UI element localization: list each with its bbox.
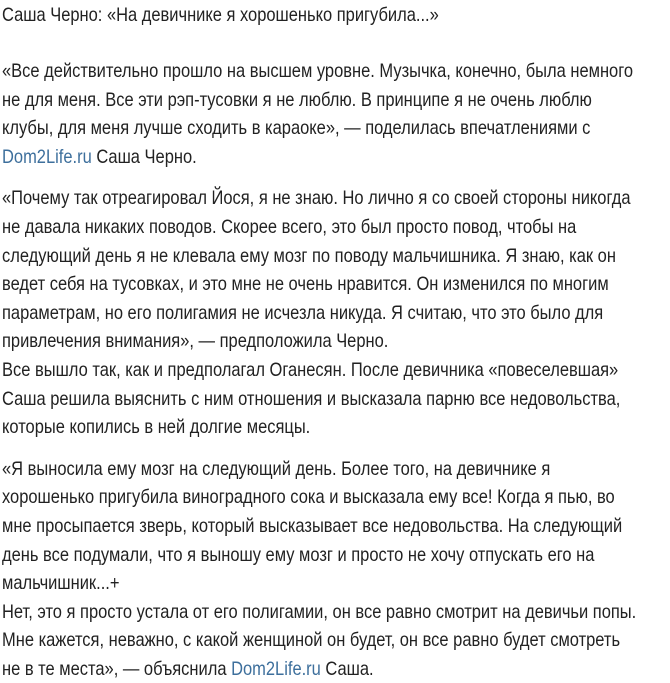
dom2life-link[interactable]: Dom2Life.ru <box>2 145 92 168</box>
text-segment: Саша решила выяснить с ним отношения и высказала парню все недовольства, <box>2 387 621 410</box>
text-line <box>2 143 670 172</box>
text-line <box>2 455 670 484</box>
text-segment: не давала никаких поводов. Скорее всего, это был просто повод, чтобы на <box>2 215 577 238</box>
text-line <box>2 598 670 627</box>
text-segment: не для меня. Все эти рэп-тусовки я не люблю. В принципе я не очень люблю <box>2 88 592 111</box>
text-segment: «Я выносила ему мозг на следующий день. Более того, на девичнике я <box>2 457 551 480</box>
paragraph <box>2 57 670 171</box>
text-line <box>2 327 670 356</box>
text-line <box>2 213 670 242</box>
text-segment: которые копились в ней долгие месяцы. <box>2 416 311 439</box>
text-segment: Нет, это я просто устала от его полигамии, он все равно смотрит на девичьи попы. <box>2 600 637 623</box>
text-segment: клубы, для меня лучше сходить в караоке», — поделилась впечатлениями с <box>2 117 591 140</box>
text-line <box>2 483 670 512</box>
text-line <box>2 385 670 414</box>
article-title: Саша Черно: «На девичнике я хорошенько пригубила...» <box>2 4 439 26</box>
paragraph <box>2 184 670 441</box>
text-segment: Саша. <box>320 657 374 680</box>
text-segment: «Все действительно прошло на высшем уровне. Музычка, конечно, была немного <box>2 60 634 82</box>
article-body <box>2 30 670 683</box>
text-segment: Мне кажется, неважно, с какой женщиной он будет, он все равно будет смотреть <box>2 629 621 652</box>
text-line <box>2 114 670 143</box>
text-segment: следующий день я не клевала ему мозг по поводу мальчишника. Я знаю, как он <box>2 244 616 267</box>
text-segment: мальчишник...+ <box>2 572 120 595</box>
text-segment: Саша Черно. <box>91 145 197 168</box>
text-segment: Все вышло так, как и предполагал Оганесян. После девичника «повеселевшая» <box>2 358 619 381</box>
text-line <box>2 541 670 570</box>
text-line <box>2 512 670 541</box>
text-segment: ведет себя на тусовках, и это мне не очень нравится. Он изменился по многим <box>2 273 609 296</box>
text-line <box>2 569 670 598</box>
text-segment: параметрам, но его полигамия не исчезла никуда. Я считаю, что это было для <box>2 301 604 324</box>
text-line <box>2 242 670 271</box>
text-line <box>2 184 670 213</box>
text-line <box>2 626 670 655</box>
text-line <box>2 299 670 328</box>
dom2life-link[interactable]: Dom2Life.ru <box>231 657 321 680</box>
text-line <box>2 413 670 442</box>
text-segment: хорошенько пригубила виноградного сока и высказала ему все! Когда я пью, во <box>2 486 615 509</box>
text-line <box>2 86 670 115</box>
text-segment: «Почему так отреагировал Йося, я не знаю. Но лично я со своей стороны никогда <box>2 187 631 210</box>
text-line <box>2 270 670 299</box>
text-line <box>2 655 670 683</box>
paragraph <box>2 455 670 683</box>
article <box>2 0 670 683</box>
text-segment: привлечения внимания», — предположила Черно. <box>2 330 389 353</box>
text-segment: мне просыпается зверь, который высказывает все недовольства. На следующий <box>2 514 623 537</box>
text-segment: не в те места», — объяснила <box>2 657 232 680</box>
text-line <box>2 356 670 385</box>
text-line <box>2 57 670 86</box>
text-segment: день все подумали, что я выношу ему мозг и просто не хочу отпускать его на <box>2 543 595 566</box>
